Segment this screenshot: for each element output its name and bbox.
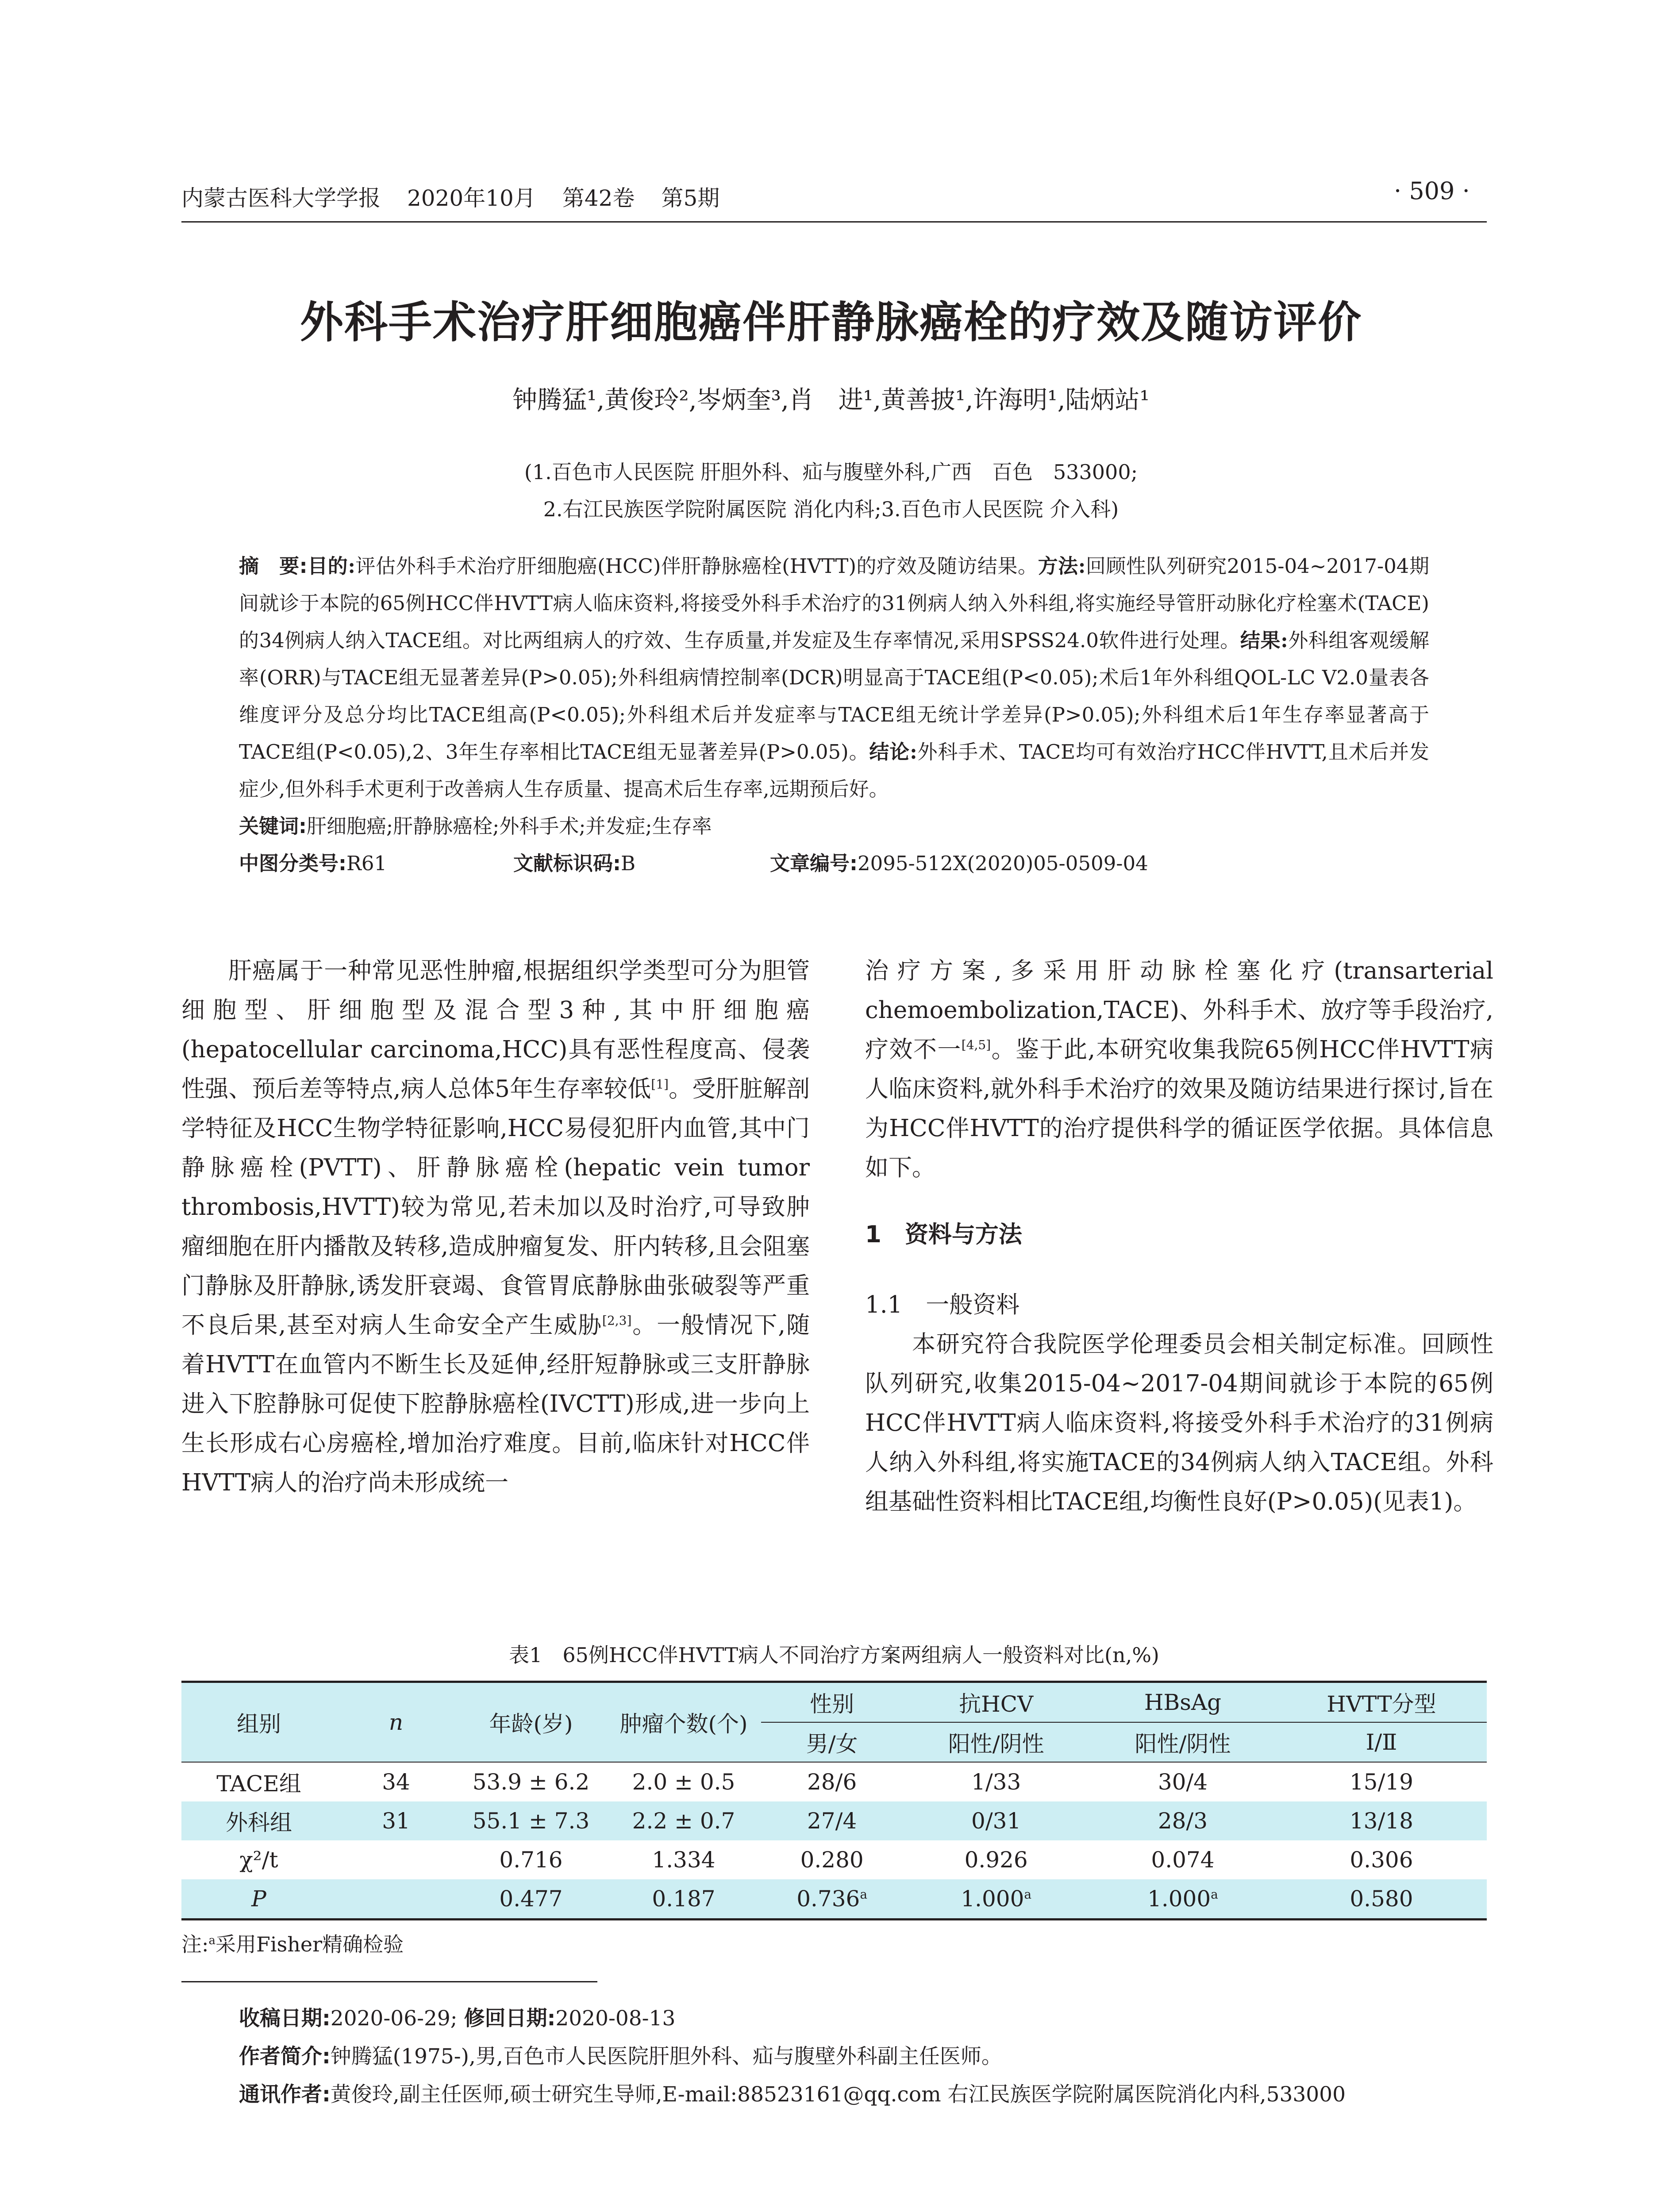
abstract (239, 548, 1429, 882)
cell-sex: 28/6 (807, 1769, 857, 1795)
cell-n: 31 (336, 1801, 456, 1840)
affiliations (0, 453, 1662, 528)
affiliation-line: (1.百色市人民医院 肝胆外科、疝与腹壁外科,广西 百色 533000; (524, 460, 1138, 484)
subheader-hbsag: 阳性/阴性 (1089, 1722, 1276, 1762)
header-tumor-count: 肿瘤个数(个) (606, 1682, 761, 1763)
cell-tumor: 2.2 ± 0.7 (606, 1801, 761, 1840)
corr-label: 通讯作者: (239, 2082, 331, 2107)
citation-2-3: [2,3] (602, 1313, 632, 1328)
objective-label: 目的: (307, 554, 355, 578)
keywords (239, 808, 1429, 845)
page-number: · 509 · (1394, 177, 1470, 205)
table-row (181, 1879, 1487, 1920)
affiliation-line: 2.右江民族医学院附属医院 消化内科;3.百色市人民医院 介入科) (543, 497, 1119, 521)
general-data-paragraph: 本研究符合我院医学伦理委员会相关制定标准。回顾性队列研究,收集2015-04~2017-04期间就诊于本院的65例HCC伴HVTT病人临床资料,将接受外科手术治疗的31例病人纳入外科组,将实施TACE的34例病人纳入TACE组。外科组基础性资料相比TACE组,均衡性良好(P>0.05)(见表1)。 (865, 1331, 1493, 1515)
article-no-value: 2095-512X(2020)05-0509-04 (858, 852, 1148, 875)
body-column-left (181, 951, 810, 1502)
result-text: 外科组客观缓解率(ORR)与TACE组无显著差异(P>0.05);外科组病情控制率(DCR)明显高于TACE组(P<0.05);术后1年外科组QOL-LC V2.0量表各维度评分及总分均比TACE组高(P<0.05);外科组术后并发症率与TACE组无统计学差异(P>0.05);外科组术后1年生存率显著高于TACE组(P<0.05),2、3年生存率相比TACE组无显著差异(P>0.05)。 (239, 629, 1429, 764)
abstract-text (239, 548, 1429, 808)
doc-code-value: B (621, 852, 636, 875)
table-note (181, 1928, 1487, 1958)
received-date-line (239, 2000, 1522, 2038)
abstract-label: 摘 要: (239, 554, 308, 578)
author-list: 钟腾猛¹,黄俊玲²,岑炳奎³,肖 进¹,黄善披¹,许海明¹,陆炳站¹ (512, 386, 1150, 415)
header-sex: 性别 (761, 1682, 903, 1723)
running-header (181, 173, 1487, 223)
intro-cont-text-2: 。鉴于此,本研究收集我院65例HCC伴HVTT病人临床资料,就外科手术治疗的效果及随访结果进行探讨,旨在为HCC伴HVTT的治疗提供科学的循证医学依据。具体信息如下。 (865, 1036, 1494, 1181)
clc-cell (239, 845, 513, 882)
header-hvtt: HVTT分型 (1276, 1682, 1487, 1723)
cell-sex: 0.280 (800, 1847, 864, 1873)
bio-text: 钟腾猛(1975-),男,百色市人民医院肝胆外科、疝与腹壁外科副主任医师。 (330, 2044, 1002, 2069)
article-no-cell (770, 845, 1148, 882)
intro-text-1: 肝癌属于一种常见恶性肿瘤,根据组织学类型可分为胆管细胞型、肝细胞型及混合型3种,其中肝细胞癌(hepatocellular carcinoma,HCC)具有恶性程度高、侵袭性强、预后差等特点,病人总体5年生存率较低 (181, 957, 810, 1102)
footnotes (239, 2000, 1522, 2114)
cell-age: 53.9 ± 6.2 (472, 1769, 590, 1795)
intro-continued (865, 951, 1493, 1187)
cell-hcv: 0.926 (964, 1847, 1028, 1873)
cell-group: P (181, 1879, 336, 1920)
note-text: 采用Fisher精确检验 (215, 1932, 404, 1956)
subheader-hcv: 阳性/阴性 (903, 1722, 1089, 1762)
issue-date: 2020年10月 (407, 185, 536, 211)
cell-age: 0.716 (499, 1847, 563, 1873)
author-bio-line (239, 2038, 1522, 2076)
cell-tumor: 1.334 (652, 1847, 716, 1873)
method-text: 回顾性队列研究2015-04~2017-04期间就诊于本院的65例HCC伴HVTT病人临床资料,将接受外科手术治疗的31例病人纳入外科组,将实施经导管肝动脉化疗栓塞术(TACE)的34例病人纳入TACE组。对比两组病人的疗效、生存质量,并发症及生存率情况,采用SPSS24.0软件进行处理。 (239, 554, 1429, 652)
cell-hcv: 0/31 (903, 1801, 1089, 1840)
cell-hcv-value: 1.000 (961, 1886, 1024, 1912)
citation-1: [1] (651, 1077, 669, 1092)
cell-hcv: 1/33 (971, 1769, 1021, 1795)
cell-sex-value: 0.736 (796, 1886, 860, 1912)
cell-tumor: 0.187 (606, 1879, 761, 1920)
note-prefix: 注: (181, 1932, 209, 1956)
table-caption: 表1 65例HCC伴HVTT病人不同治疗方案两组病人一般资料对比(n,%) (509, 1643, 1159, 1667)
intro-text-2: 。受肝脏解剖学特征及HCC生物学特征影响,HCC易侵犯肝内血管,其中门静脉癌栓(PVTT)、肝静脉癌栓(hepatic vein tumor thrombosis,HVTT)较为常见,若未加以及时治疗,可导致肿瘤细胞在肝内播散及转移,造成肿瘤复发、肝内转移,且会阻塞门静脉及肝静脉,诱发肝衰竭、食管胃底静脉曲张破裂等严重不良后果,甚至对病人生命安全产生威胁 (181, 1075, 810, 1339)
table-row (181, 1801, 1487, 1840)
article-no-label: 文章编号: (770, 852, 858, 875)
revised-label: 修回日期: (464, 2006, 556, 2031)
intro-cont-text-1: 治疗方案,多采用肝动脉栓塞化疗(transarterial chemoembolization,TACE)、外科手术、放疗等手段治疗,疗效不一 (865, 957, 1493, 1063)
header-hbsag: HBsAg (1089, 1682, 1276, 1723)
method-label: 方法: (1038, 554, 1086, 578)
volume: 第42卷 (562, 185, 635, 211)
fisher-mark: a (1211, 1887, 1218, 1902)
classification-line (239, 845, 1429, 882)
intro-text-3: 。一般情况下,随着HVTT在血管内不断生长及延伸,经肝短静脉或三支肝静脉进入下腔静脉可促使下腔静脉癌栓(IVCTT)形成,进一步向上生长形成右心房癌栓,增加治疗难度。目前,临床针对HCC伴HVTT病人的治疗尚未形成统一 (181, 1312, 810, 1496)
table-row (181, 1840, 1487, 1879)
intro-paragraph (181, 951, 810, 1502)
article-title: 外科手术治疗肝细胞癌伴肝静脉癌栓的疗效及随访评价 (300, 297, 1362, 348)
header-n: n (336, 1682, 456, 1763)
cell-age: 55.1 ± 7.3 (456, 1801, 606, 1840)
received-label: 收稿日期: (239, 2006, 331, 2031)
header-group: 组别 (181, 1682, 336, 1763)
cell-tumor: 2.0 ± 0.5 (632, 1769, 735, 1795)
cell-group: 外科组 (181, 1801, 336, 1840)
received-date: 2020-06-29; (330, 2006, 458, 2031)
cell-hvtt: 0.306 (1350, 1847, 1413, 1873)
cell-sex: 27/4 (761, 1801, 903, 1840)
corr-text: 黄俊玲,副主任医师,硕士研究生导师,E-mail:88523161@qq.com 右江民族医学院附属医院消化内科,533000 (330, 2082, 1346, 2107)
issue: 第5期 (661, 185, 720, 211)
cell-hbsag-value: 1.000 (1147, 1886, 1211, 1912)
cell-hbsag (1089, 1879, 1276, 1920)
revised-date: 2020-08-13 (555, 2006, 676, 2031)
cell-n (336, 1840, 456, 1879)
cell-hbsag: 30/4 (1158, 1769, 1208, 1795)
cell-n (336, 1879, 456, 1920)
corresponding-author-line (239, 2076, 1522, 2114)
citation-4-5: [4,5] (961, 1037, 991, 1052)
cell-hvtt: 13/18 (1276, 1801, 1487, 1840)
bio-label: 作者简介: (239, 2044, 331, 2069)
clc-label: 中图分类号: (239, 852, 346, 875)
cell-hvtt: 0.580 (1276, 1879, 1487, 1920)
cell-sex (761, 1879, 903, 1920)
cell-n: 34 (382, 1769, 410, 1795)
doc-code-cell (513, 845, 770, 882)
conclusion-text: 外科手术、TACE均可有效治疗HCC伴HVTT,且术后并发症少,但外科手术更利于改善病人生存质量、提高术后生存率,远期预后好。 (239, 740, 1430, 801)
cell-group: TACE组 (216, 1771, 301, 1797)
data-table (181, 1681, 1487, 1920)
cell-group: χ²/t (239, 1847, 278, 1873)
subheader-hvtt: Ⅰ/Ⅱ (1276, 1722, 1487, 1762)
table-header-row (181, 1682, 1487, 1723)
cell-age: 0.477 (456, 1879, 606, 1920)
keywords-label: 关键词: (239, 814, 307, 838)
journal-name: 内蒙古医科大学学报 (181, 185, 381, 211)
table-1 (181, 1639, 1487, 1958)
header-age: 年龄(岁) (456, 1682, 606, 1763)
body-column-right (865, 951, 1493, 1521)
cell-hvtt: 15/19 (1349, 1769, 1413, 1795)
clc-value: R61 (346, 852, 387, 875)
cell-hbsag: 0.074 (1151, 1847, 1215, 1873)
cell-hcv (903, 1879, 1089, 1920)
fisher-mark: a (860, 1887, 868, 1902)
note-mark: a (208, 1934, 216, 1947)
objective-text: 评估外科手术治疗肝细胞癌(HCC)伴肝静脉癌栓(HVTT)的疗效及随访结果。 (355, 554, 1038, 578)
header-hcv: 抗HCV (903, 1682, 1089, 1723)
table-row (181, 1762, 1487, 1801)
footnote-divider (181, 1981, 597, 1982)
subheader-sex: 男/女 (761, 1722, 903, 1762)
section-heading: 1 资料与方法 (865, 1221, 1022, 1248)
conclusion-label: 结论: (869, 740, 917, 764)
cell-hbsag: 28/3 (1089, 1801, 1276, 1840)
result-label: 结果: (1240, 629, 1288, 652)
doc-code-label: 文献标识码: (513, 852, 621, 875)
keywords-text: 肝细胞癌;肝静脉癌栓;外科手术;并发症;生存率 (307, 814, 712, 838)
fisher-mark: a (1024, 1887, 1032, 1902)
subsection-heading: 1.1 一般资料 (865, 1291, 1020, 1318)
